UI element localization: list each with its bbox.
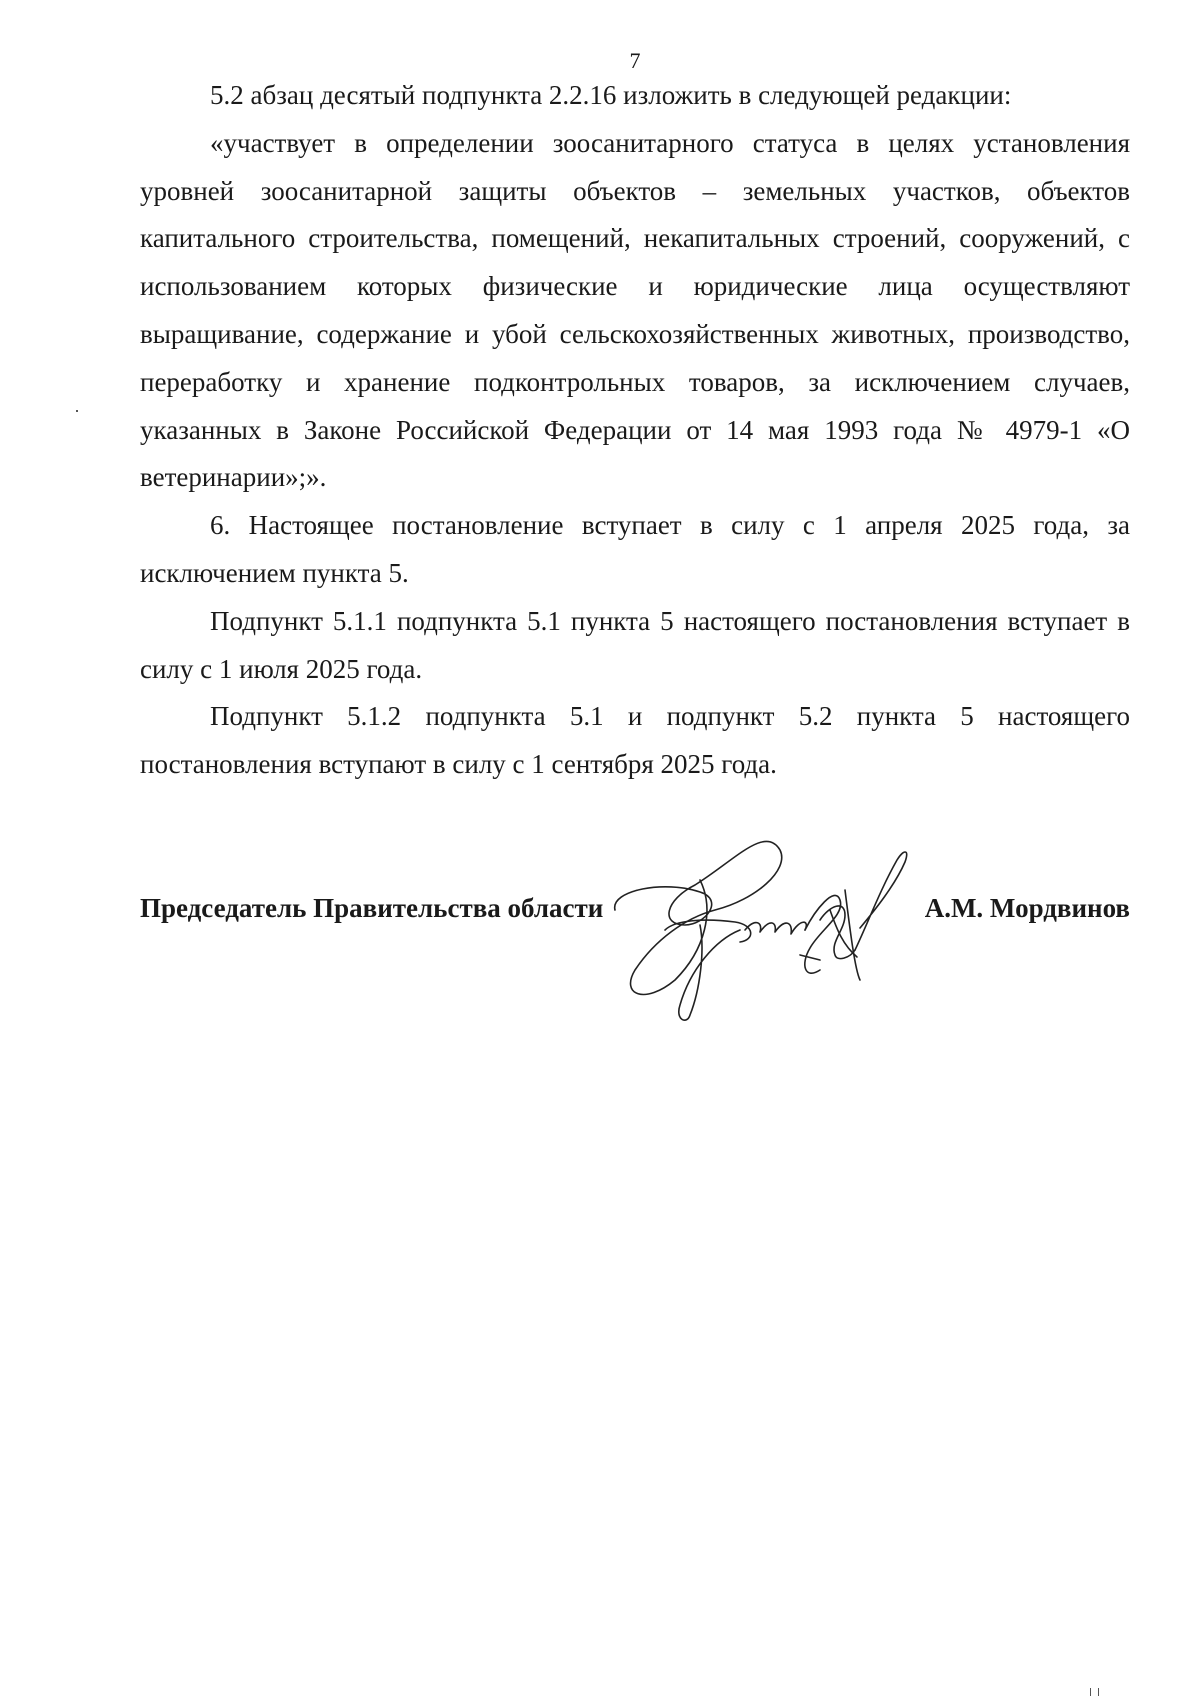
paragraph-subpoint-5-1-2: Подпункт 5.1.2 подпункта 5.1 и подпункт 5.2 пункта 5 настоящего постановления вступают в силу с 1 сентября 2025 года.	[140, 701, 1130, 780]
scan-speck	[1090, 1688, 1091, 1696]
scan-speck	[76, 410, 78, 412]
signer-title: Председатель Правительства области	[140, 893, 604, 923]
handwritten-signature	[605, 830, 925, 1030]
paragraph-subpoint-5-1-1: Подпункт 5.1.1 подпункта 5.1 пункта 5 настоящего постановления вступает в силу с 1 июля 2025 года.	[140, 605, 1130, 684]
scan-speck	[1098, 1688, 1099, 1696]
paragraph-effective-date: 6. Настоящее постановление вступает в силу с 1 апреля 2025 года, за исключением пункта 5.	[140, 510, 1130, 588]
signer-name: А.М. Мордвинов	[924, 893, 1130, 923]
paragraph-amendment-5-2: 5.2 абзац десятый подпункта 2.2.16 изложить в следующей редакции:	[210, 80, 1012, 110]
document-body	[140, 72, 1130, 789]
page-number: 7	[629, 48, 641, 73]
paragraph-quoted-text: «участвует в определении зоосанитарного статуса в целях установления уровней зоосанитарной защиты объектов – земельных участков, объектов капитального строительства, помещений, некапитальных строений, сооружений, с использованием которых физические и юридические лица осуществляют выращивание, содержание и убой сельскохозяйственных животных, производство, переработку и хранение подконтрольных товаров, за исключением случаев, указанных в Законе Российской Федерации от 14 мая 1993 года № 4979-1 «О ветеринарии»;».	[140, 127, 1130, 493]
